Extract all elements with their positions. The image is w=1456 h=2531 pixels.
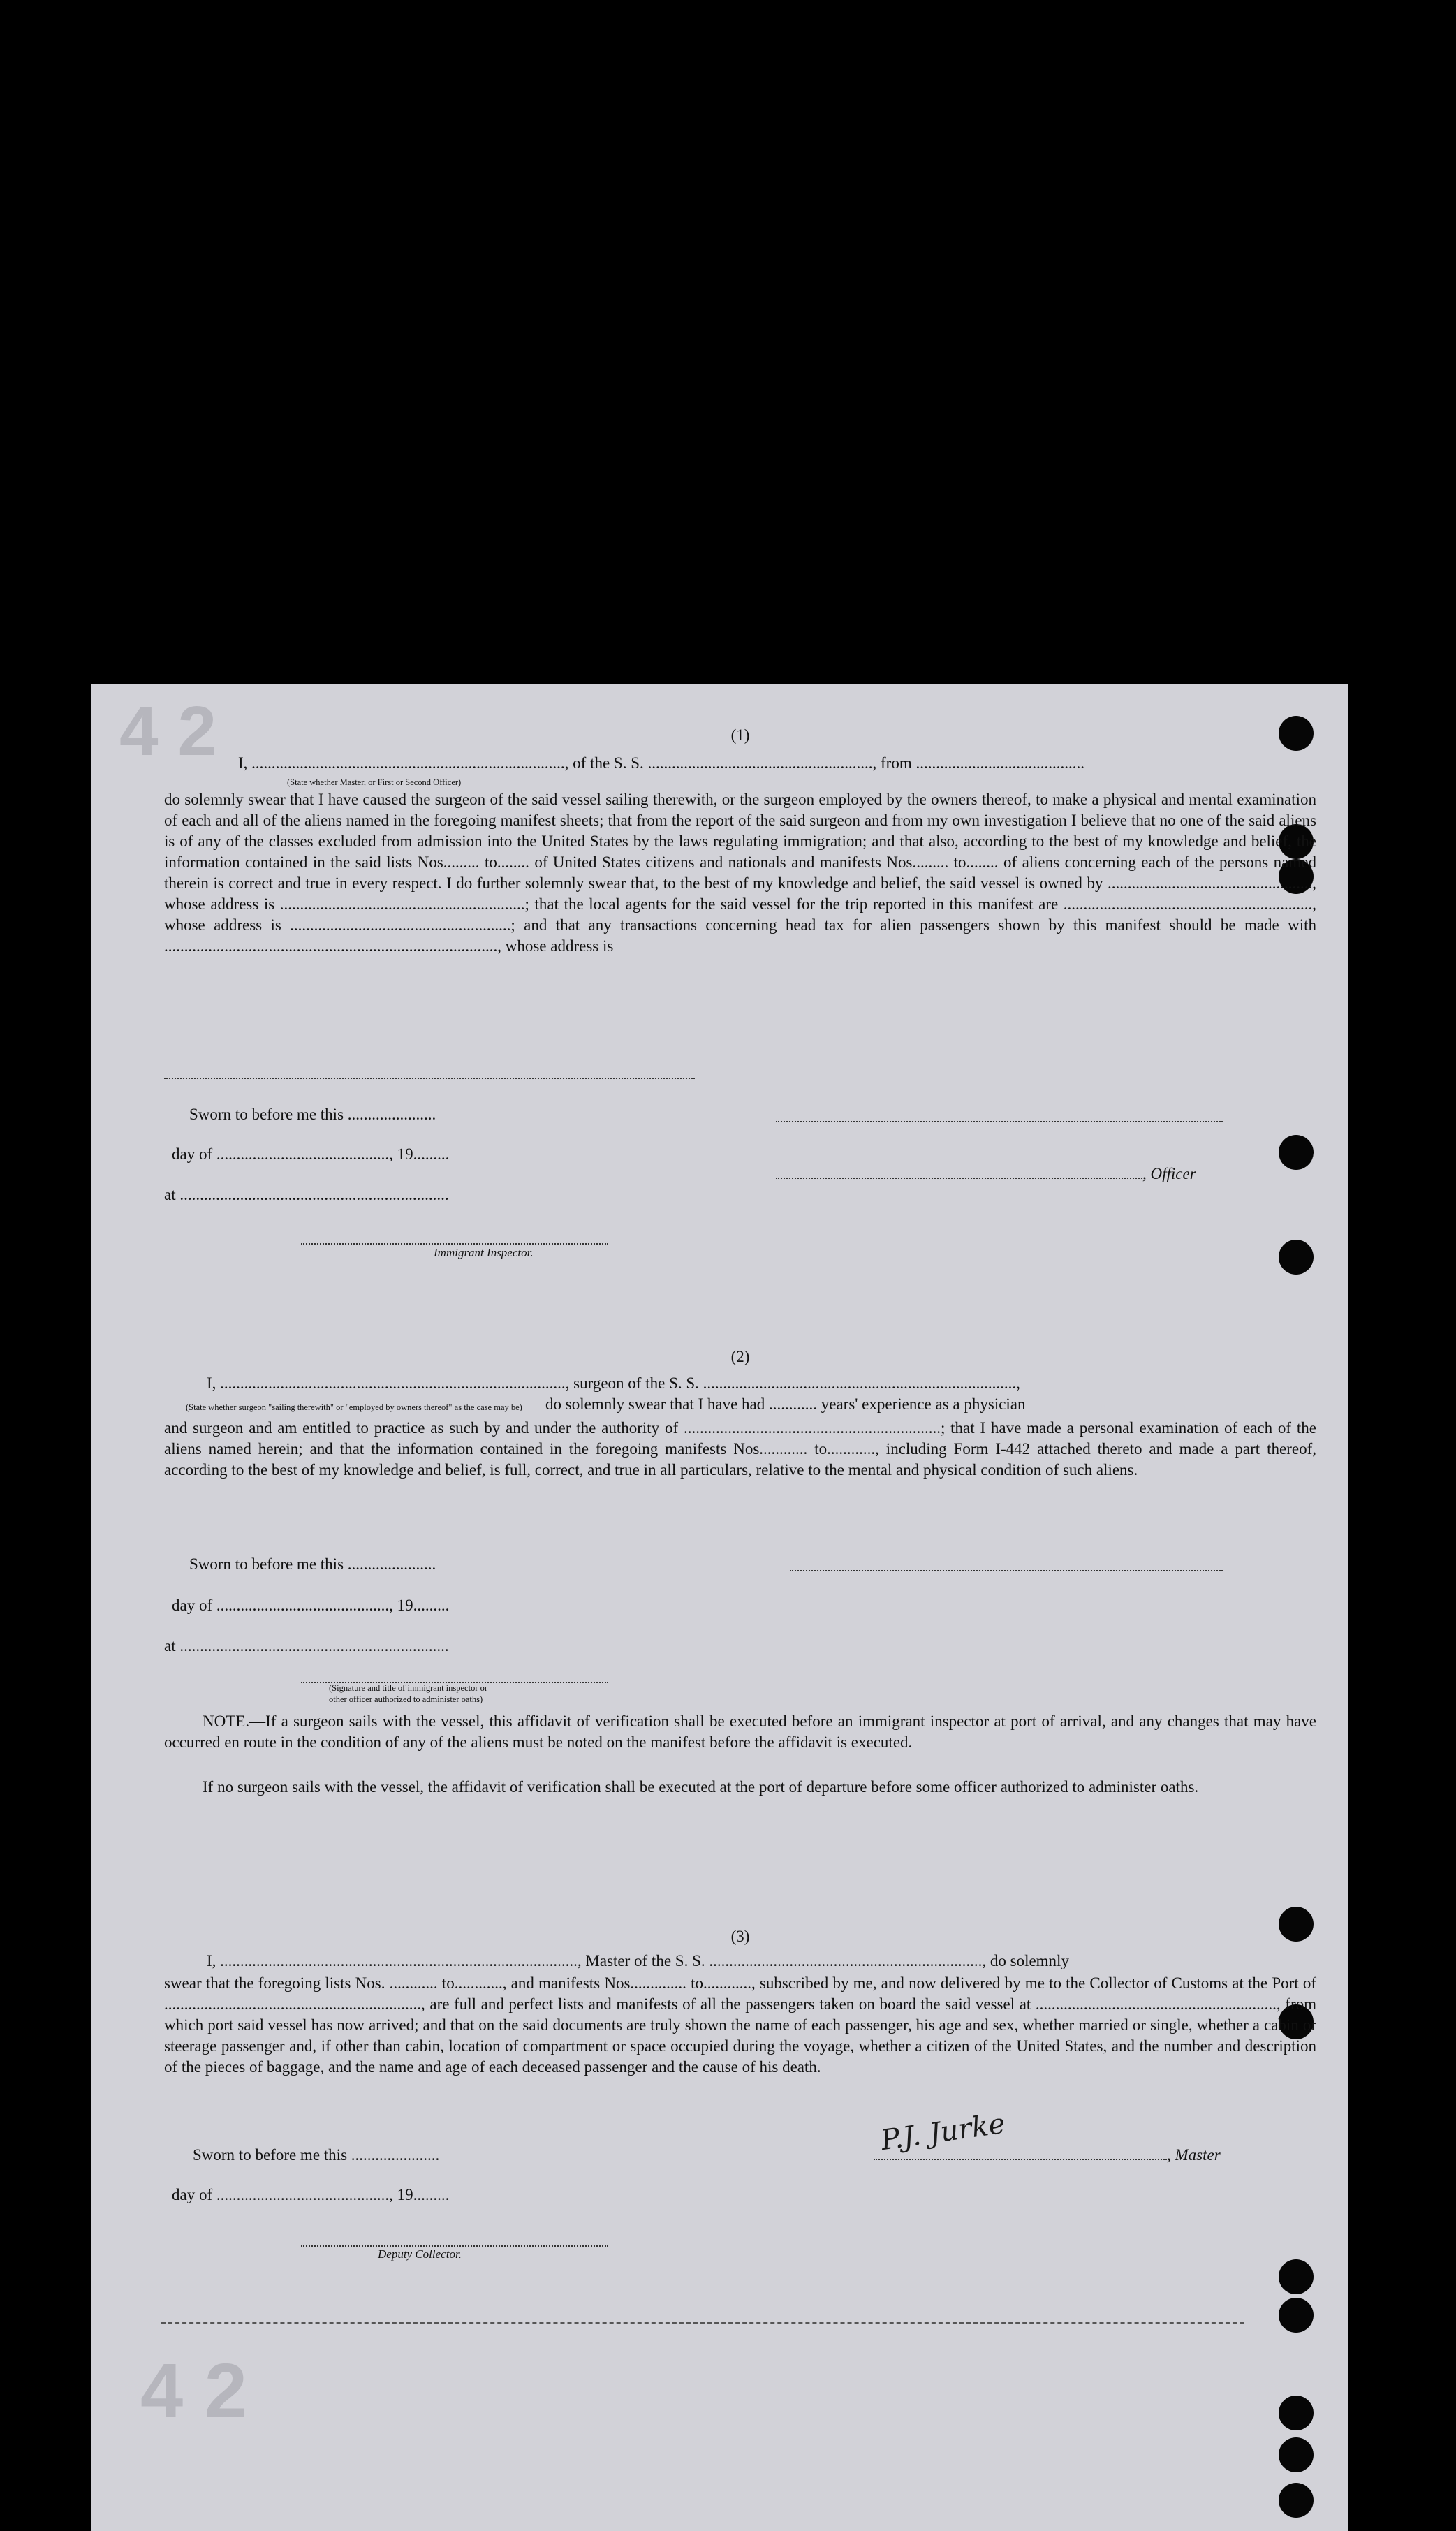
note-label: NOTE.	[203, 1712, 250, 1730]
section-1-rule	[164, 1078, 695, 1079]
master-signature: P.J. Jurke	[878, 2107, 1008, 2157]
officer-caption: , Officer	[1142, 1165, 1196, 1182]
bleed-number-top: 4 2	[119, 692, 217, 770]
section-3-sworn: Sworn to before me this ......................	[193, 2146, 440, 2164]
section-1-number: (1)	[730, 726, 750, 744]
binder-hole	[1279, 1240, 1314, 1275]
binder-hole	[1279, 1135, 1314, 1170]
section-2-day: day of ..........................................., 19.........	[172, 1597, 450, 1614]
section-1-officer	[776, 1165, 1196, 1183]
section-2-swear: do solemnly swear that I have had ............ years' experience as a physician	[545, 1395, 1026, 1413]
note-paragraph-2: If no surgeon sails with the vessel, the affidavit of verification shall be executed at the port of departure before some officer authorized to administer oaths.	[203, 1778, 1199, 1796]
section-1-sworn: Sworn to before me this ......................	[189, 1106, 436, 1123]
section-1-caption: (State whether Master, or First or Second Officer)	[287, 777, 462, 787]
section-3-body: swear that the foregoing lists Nos. ............ to............, and manifests Nos.............. to............, subscribed by me, and now delivered by me to the Collector of Customs at the Port of ................................................................, are full and perfect lists and manifests of all the passengers taken on board the said vessel at ............................................................, from which port said vessel has now arrived; and that on the said documents are truly shown the name of each passenger, his age and sex, whether married or single, whether a cabin or steerage passenger and, if other than cabin, location of compartment or space occupied during the voyage, whether a citizen of the United States, and the number and description of the pieces of baggage, and the name and age of each deceased passenger and the cause of his death.	[164, 1974, 1316, 2076]
section-1-at: at ...................................................................	[164, 1186, 449, 1203]
section-2-sig-caption-2: other officer authorized to administer oaths)	[329, 1694, 483, 1704]
binder-hole	[1279, 2259, 1314, 2294]
section-2-sworn: Sworn to before me this ......................	[189, 1555, 436, 1573]
manifest-page	[91, 684, 1348, 2531]
section-1-body: do solemnly swear that I have caused the surgeon of the said vessel sailing therewith, or the surgeon employed by the owners thereof, to make a physical and mental examination of each and all of the aliens named in the foregoing manifest sheets; that from the report of the said surgeon and from my own investigation I believe that no one of the said aliens is of any of the classes excluded from admission into the United States by the laws regulating immigration; and that also, according to the best of my knowledge and belief, the information contained in the said lists Nos......... to........ of United States citizens and nationals and manifests Nos......... to........ of aliens concerning each of the persons named therein is correct and true in every respect. I do further solemnly swear that, to the best of my knowledge and belief, the said vessel is owned by ..................................................., whose address is .............................................................; that the local agents for the said vessel for the trip reported in this manifest are .............................................................., whose address is .......................................................; and that any transactions concerning head tax for alien passengers shown by this manifest should be made with ..................................................................................., whose address is	[164, 791, 1316, 955]
master-caption: , Master	[1167, 2146, 1221, 2164]
bottom-rule	[161, 2322, 1244, 2324]
section-2-sig-caption-1: (Signature and title of immigrant inspector or	[329, 1683, 488, 1693]
binder-hole	[1279, 2396, 1314, 2430]
section-3-oath-line: I, ........................................................................................., Master of the S. S. ...................................................................., do solemnly	[207, 1952, 1069, 1969]
section-3-number: (3)	[730, 1928, 750, 1945]
note-paragraph	[164, 1711, 1316, 1753]
section-3-day: day of ..........................................., 19.........	[172, 2186, 450, 2203]
section-2-body: and surgeon and am entitled to practice as such by and under the authority of ................................................................; that I have made a personal examination of each of the aliens named herein; and that the information contained in the foregoing manifests Nos............ to............, including Form I-442 attached thereto and made a part thereof, according to the best of my knowledge and belief, is full, correct, and true in all particulars, relative to the mental and physical condition of such aliens.	[164, 1419, 1316, 1479]
section-1-day: day of ..........................................., 19.........	[172, 1145, 450, 1163]
binder-hole	[1279, 2483, 1314, 2518]
collector-line	[301, 2245, 608, 2247]
note-text: —If a surgeon sails with the vessel, this affidavit of verification shall be executed before an immigrant inspector at port of arrival, and any changes that may have occurred en route in the condition of any of the aliens must be noted on the manifest before the affidavit is executed.	[164, 1712, 1316, 1751]
inspector-line	[301, 1243, 608, 1245]
collector-caption: Deputy Collector.	[378, 2247, 462, 2261]
binder-hole	[1279, 2298, 1314, 2333]
section-2-at: at ...................................................................	[164, 1637, 449, 1655]
section-1-oath-line: I, .............................................................................., of the S. S. ........................................................, from ..........................................	[238, 754, 1084, 772]
section-2-caption: (State whether surgeon "sailing therewith" or "employed by owners thereof" as the case may be)	[186, 1402, 522, 1412]
inspector-caption: Immigrant Inspector.	[434, 1246, 534, 1259]
surgeon-signature-line	[790, 1570, 1223, 1571]
officer-signature-line	[776, 1121, 1223, 1122]
binder-hole	[1279, 2437, 1314, 2472]
section-2-number: (2)	[730, 1348, 750, 1365]
bleed-number-bottom: 4 2	[140, 2348, 247, 2434]
section-2-oath-line: I, ......................................................................................, surgeon of the S. S. ..............................................................................,	[207, 1374, 1020, 1392]
